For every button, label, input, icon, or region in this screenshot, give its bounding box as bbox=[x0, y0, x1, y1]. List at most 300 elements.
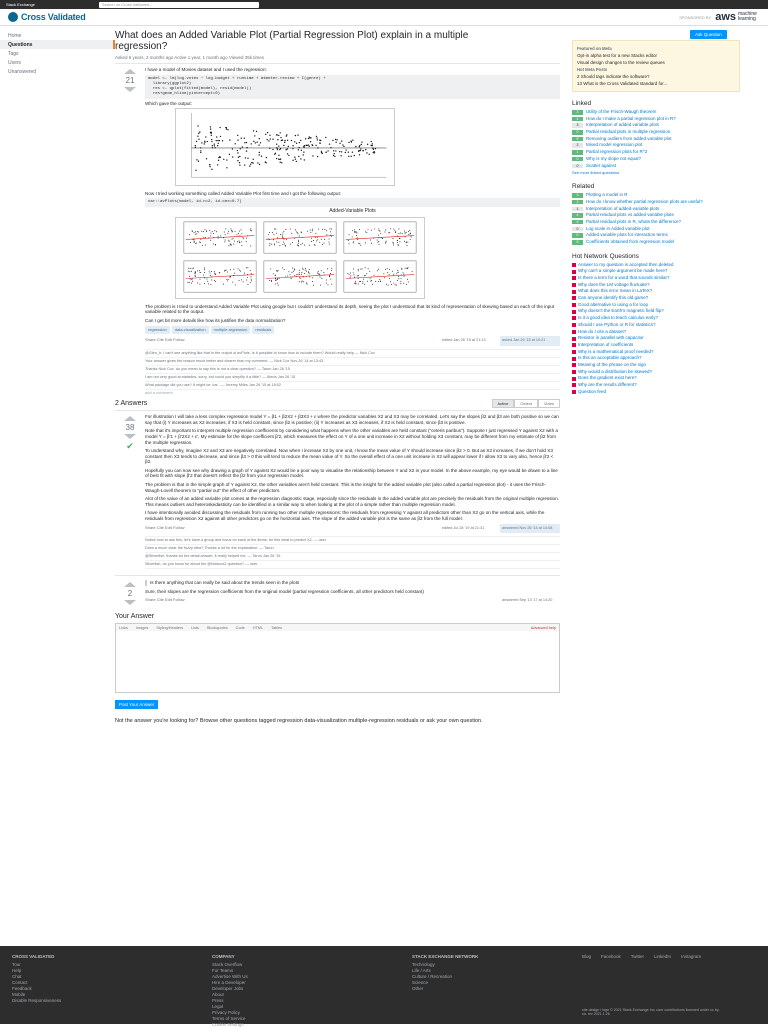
footer-link[interactable]: Science bbox=[412, 980, 429, 985]
answered-card[interactable]: answered Sep 13 '17 at 14:20 bbox=[502, 598, 553, 603]
residual-point bbox=[272, 139, 273, 140]
linked-more-link[interactable]: See more linked questions bbox=[572, 170, 620, 176]
comment: I am not very good at statistics, sorry, but could you simplify it a little? — Alexis Jan 26 '15 bbox=[145, 374, 560, 382]
avp-point bbox=[385, 229, 386, 230]
question-link[interactable]: Interpretation of added variable plots bbox=[586, 122, 660, 128]
avp-point bbox=[301, 281, 302, 282]
avp-point bbox=[309, 245, 310, 246]
comment: Does a much clear the fuzzy idea? Thanks a lot for the explanation. — Tarun bbox=[145, 545, 560, 553]
answer-editor[interactable] bbox=[115, 623, 560, 693]
avp-point bbox=[396, 285, 397, 286]
residual-point bbox=[350, 141, 351, 142]
avp-point bbox=[358, 243, 359, 244]
residual-point bbox=[280, 137, 281, 138]
tab-votes[interactable]: Votes bbox=[538, 399, 560, 408]
avp-point bbox=[354, 277, 355, 278]
footer-link[interactable]: Hire a Developer bbox=[212, 980, 246, 985]
avp-point bbox=[349, 274, 350, 275]
add-comment-link[interactable]: add a comment bbox=[145, 389, 173, 395]
site-icon bbox=[572, 283, 576, 287]
residual-point bbox=[294, 141, 295, 142]
avp-point bbox=[378, 228, 379, 229]
post-answer-button[interactable]: Post Your Answer bbox=[115, 700, 158, 709]
hot-question[interactable] bbox=[572, 303, 740, 307]
upvote-icon[interactable] bbox=[124, 582, 136, 587]
edited-card[interactable]: edited Jan 26 '15 at 21:13 bbox=[442, 337, 486, 342]
residual-point bbox=[246, 151, 247, 152]
avp-point bbox=[321, 239, 322, 240]
hot-question[interactable] bbox=[572, 343, 740, 347]
hot-question-link[interactable]: Can anyone identify this old game? bbox=[578, 295, 649, 301]
question-link[interactable]: Log scale in Added variable plot bbox=[586, 225, 650, 231]
avp-point bbox=[241, 279, 242, 280]
residual-point bbox=[358, 150, 359, 151]
hot-question-link[interactable]: Does the gradient exist here? bbox=[578, 375, 637, 381]
related-item[interactable] bbox=[572, 227, 740, 232]
residual-point bbox=[295, 135, 296, 136]
footer-link[interactable]: Disable Responsiveness bbox=[12, 998, 62, 1003]
avp-point bbox=[386, 284, 387, 285]
hot-question[interactable] bbox=[572, 289, 740, 293]
footer-link[interactable]: Terms of Service bbox=[212, 1016, 246, 1021]
residual-point bbox=[335, 142, 336, 143]
site-title[interactable]: Cross Validated bbox=[21, 12, 86, 22]
question-link[interactable]: Coefficients obtained from regression model bbox=[586, 239, 674, 244]
avp-point bbox=[407, 245, 408, 246]
hot-meta-item[interactable]: 2 Should tags indicate the software? bbox=[577, 74, 650, 79]
footer-link[interactable]: Privacy Policy bbox=[212, 1010, 241, 1015]
hot-question-link[interactable]: Why can't a simple argument be made here? bbox=[578, 268, 668, 274]
avp-point bbox=[399, 241, 400, 242]
avp-point bbox=[196, 233, 197, 234]
residual-point bbox=[195, 170, 196, 171]
residual-point bbox=[373, 149, 374, 150]
avp-point bbox=[300, 244, 301, 245]
avp-point bbox=[210, 235, 211, 236]
question-link[interactable]: Partial residual plots in multiple regression bbox=[586, 129, 671, 135]
related-item[interactable] bbox=[572, 207, 740, 212]
site-icon bbox=[572, 330, 576, 334]
avp-point bbox=[378, 281, 379, 282]
site-icon bbox=[572, 357, 576, 361]
residual-point bbox=[288, 155, 289, 156]
avp-point bbox=[366, 273, 367, 274]
hot-question-link[interactable]: What does this error mean in LaTeX? bbox=[578, 288, 653, 294]
residual-point bbox=[223, 159, 224, 160]
footer-social-links bbox=[582, 954, 722, 962]
tag-regression[interactable]: regression bbox=[145, 326, 170, 334]
avp-point bbox=[358, 269, 359, 270]
residual-point bbox=[245, 157, 246, 158]
site-icon bbox=[572, 263, 576, 267]
avp-point bbox=[197, 270, 198, 271]
avp-point bbox=[282, 237, 283, 238]
nav-users[interactable]: Users bbox=[8, 59, 22, 66]
question-link[interactable]: Partial residual plots vs added variable plots bbox=[586, 212, 674, 218]
upvote-icon[interactable] bbox=[124, 69, 136, 74]
avp-point bbox=[195, 231, 196, 232]
residual-point bbox=[217, 145, 218, 146]
avp-point bbox=[284, 243, 285, 244]
residual-point bbox=[294, 157, 295, 158]
nav-questions[interactable]: Questions bbox=[0, 40, 115, 49]
downvote-icon[interactable] bbox=[124, 600, 136, 605]
residual-point bbox=[292, 148, 293, 149]
linked-item[interactable] bbox=[572, 130, 740, 135]
hot-question[interactable] bbox=[572, 316, 740, 320]
avp-point bbox=[362, 281, 363, 282]
residual-point bbox=[197, 136, 198, 137]
residual-point bbox=[278, 146, 279, 147]
site-icon bbox=[572, 350, 576, 354]
avp-point bbox=[227, 272, 228, 273]
aws-logo[interactable]: aws bbox=[715, 11, 736, 23]
vote-badge: 0 bbox=[572, 233, 583, 238]
avp-point bbox=[404, 241, 405, 242]
hot-question[interactable] bbox=[572, 390, 740, 394]
asked-card[interactable]: asked Jan 26 '15 at 10:21 bbox=[500, 336, 560, 346]
hot-question-link[interactable]: Why is a mathematical proof needed? bbox=[578, 348, 654, 354]
question-link[interactable]: Partial residual plots in R, whats the difference? bbox=[586, 218, 681, 224]
hot-question-link[interactable]: Is this an acceptable approach? bbox=[578, 355, 642, 361]
tag-data-visualization[interactable]: data-visualization bbox=[172, 326, 209, 334]
comment: Notice how to ask this, let's have a group and focus on each of the items: for this what to predict X2. — user bbox=[145, 537, 560, 545]
avp-point bbox=[208, 283, 209, 284]
vote-badge: 3 bbox=[572, 110, 583, 115]
linked-item[interactable] bbox=[572, 123, 740, 128]
footer-link[interactable]: Life / Arts bbox=[412, 968, 431, 973]
avp-point bbox=[296, 231, 297, 232]
linked-item[interactable] bbox=[572, 164, 740, 169]
hot-question[interactable] bbox=[572, 269, 740, 273]
question-link[interactable]: Added variable plots for interaction terms bbox=[586, 232, 668, 238]
residual-point bbox=[303, 152, 304, 153]
residual-point bbox=[251, 162, 252, 163]
hot-question[interactable] bbox=[572, 370, 740, 374]
avp-point bbox=[410, 239, 411, 240]
linked-item[interactable] bbox=[572, 110, 740, 115]
footer-link[interactable]: Chat bbox=[12, 974, 22, 979]
footer-social-link[interactable]: Facebook bbox=[601, 954, 621, 959]
residual-point bbox=[371, 141, 372, 142]
footer-link[interactable]: Technology bbox=[412, 962, 435, 967]
avp-point bbox=[363, 279, 364, 280]
residual-point bbox=[286, 136, 287, 137]
linked-item[interactable] bbox=[572, 157, 740, 162]
question-link[interactable]: Utility of the Frisch-Waugh theorem bbox=[586, 109, 657, 114]
downvote-icon[interactable] bbox=[124, 434, 136, 439]
question-link[interactable]: Interpretation of added-variable plots bbox=[586, 205, 660, 211]
hot-question-link[interactable]: Why does the LM voltage fluctuate? bbox=[578, 281, 650, 287]
question-body bbox=[145, 67, 560, 395]
footer-link[interactable]: Tour bbox=[12, 962, 21, 967]
related-item[interactable] bbox=[572, 193, 740, 198]
avp-point bbox=[353, 242, 354, 243]
answer-actions[interactable]: Share Cite Edit Follow bbox=[145, 524, 185, 530]
avp-point bbox=[299, 235, 300, 236]
question-link[interactable]: How do I make a partial regression plot in R? bbox=[586, 115, 676, 121]
avp-point bbox=[277, 271, 278, 272]
footer-social-link[interactable]: LinkedIn bbox=[654, 954, 672, 959]
ask-question-button[interactable]: Ask Question bbox=[690, 30, 727, 39]
related-item[interactable] bbox=[572, 240, 740, 245]
avp-point bbox=[318, 271, 319, 272]
hot-question[interactable] bbox=[572, 363, 740, 367]
nav-unanswered[interactable]: Unanswered bbox=[8, 68, 37, 75]
avp-point bbox=[410, 233, 411, 234]
residual-point bbox=[348, 156, 349, 157]
nav-home[interactable]: Home bbox=[8, 32, 22, 39]
hot-question-link[interactable]: Meaning of the phrase on the sign bbox=[578, 362, 647, 368]
hot-question-link[interactable]: Resistor in parallel with capacitor bbox=[578, 335, 644, 341]
avp-point bbox=[203, 275, 204, 276]
avp-point bbox=[233, 238, 234, 239]
question-link[interactable]: Partial regression plots for R^2 bbox=[586, 149, 648, 155]
avp-point bbox=[232, 231, 233, 232]
avp-point bbox=[210, 284, 211, 285]
avp-point bbox=[379, 279, 380, 280]
residual-point bbox=[329, 144, 330, 145]
answer-actions[interactable]: Share Cite Edit Follow bbox=[145, 597, 185, 603]
question-problem: The problem is I tried to understand Added Variable Plot using google but I couldn't understand its depth, seeing the plot I understood that its kind of representation of skewing based on each of the input variable related to the output. bbox=[145, 303, 555, 315]
hot-question[interactable] bbox=[572, 309, 740, 313]
footer-link[interactable]: Feedback bbox=[12, 986, 32, 991]
hot-question-link[interactable]: Interpretation of coefficients bbox=[578, 341, 634, 347]
hot-question[interactable] bbox=[572, 376, 740, 380]
hot-question-link[interactable]: Why are the results different? bbox=[578, 382, 637, 388]
avp-point bbox=[187, 282, 188, 283]
avp-point bbox=[357, 233, 358, 234]
avp-point bbox=[247, 277, 248, 278]
avp-point bbox=[224, 241, 225, 242]
avp-point bbox=[211, 271, 212, 272]
footer-link[interactable]: Press bbox=[212, 998, 224, 1003]
footer-link[interactable]: Mobile bbox=[12, 992, 26, 997]
hot-question-link[interactable]: Should I use Python or R for statistics? bbox=[578, 321, 656, 327]
footer-link[interactable]: About bbox=[212, 992, 224, 997]
avp-point bbox=[408, 281, 409, 282]
avp-point bbox=[377, 270, 378, 271]
avp-point bbox=[269, 232, 270, 233]
hot-question[interactable] bbox=[572, 330, 740, 334]
footer-link[interactable]: Help bbox=[12, 968, 22, 973]
avp-point bbox=[297, 245, 298, 246]
hot-question[interactable] bbox=[572, 263, 740, 267]
linked-item[interactable] bbox=[572, 143, 740, 148]
featured-item[interactable]: Visual design changes to the review queues bbox=[577, 60, 665, 65]
cross-validated-logo-icon[interactable] bbox=[8, 12, 18, 22]
question-title[interactable]: What does an Added Variable Plot (Partial Regression Plot) explain in a multiple regression? bbox=[115, 30, 469, 52]
avp-point bbox=[290, 229, 291, 230]
hot-question[interactable] bbox=[572, 383, 740, 387]
hot-question[interactable] bbox=[572, 336, 740, 340]
question-link[interactable]: Mixed model regression plot bbox=[586, 142, 643, 148]
answered-card[interactable]: answered Nov 26 '14 at 14:08 bbox=[500, 524, 560, 534]
avp-point bbox=[241, 241, 242, 242]
avp-point bbox=[321, 278, 322, 279]
related-item[interactable] bbox=[572, 233, 740, 238]
residual-point bbox=[255, 142, 256, 143]
question-link[interactable]: Plotting a model in R bbox=[586, 192, 628, 198]
avp-point bbox=[300, 278, 301, 279]
downvote-icon[interactable] bbox=[124, 87, 136, 92]
footer-link[interactable]: Cookie Settings bbox=[212, 1022, 244, 1027]
avp-point bbox=[326, 280, 327, 281]
answer-vote-cell bbox=[115, 580, 145, 607]
avp-point bbox=[387, 268, 388, 269]
footer-link[interactable]: Contact bbox=[12, 980, 28, 985]
residual-point bbox=[303, 154, 304, 155]
avp-point bbox=[216, 231, 217, 232]
footer-link[interactable]: Legal bbox=[212, 1004, 224, 1009]
avp-point bbox=[353, 272, 354, 273]
related-item[interactable] bbox=[572, 213, 740, 218]
hot-question[interactable] bbox=[572, 276, 740, 280]
avp-point bbox=[277, 283, 278, 284]
hot-question-link[interactable]: Why doesn't the Earth's magnetic field flip? bbox=[578, 308, 664, 314]
toolbar-code[interactable]: Code bbox=[235, 625, 245, 630]
residual-point bbox=[211, 169, 212, 170]
site-icon bbox=[572, 310, 576, 314]
question-actions[interactable]: Share Cite Edit Follow bbox=[145, 336, 185, 342]
avp-point bbox=[278, 285, 279, 286]
hot-question[interactable] bbox=[572, 296, 740, 300]
toolbar-advanced-help[interactable]: Advanced help bbox=[530, 625, 556, 630]
residual-point bbox=[207, 141, 208, 142]
toolbar-tables[interactable]: Tables bbox=[271, 625, 283, 630]
residual-point bbox=[334, 156, 335, 157]
question-link[interactable]: How do I know whether partial regression plots are useful? bbox=[586, 198, 703, 204]
footer-social-link[interactable]: Instagram bbox=[681, 954, 702, 959]
footer-social-link[interactable]: Twitter bbox=[630, 954, 645, 959]
question-link[interactable]: Scatter against bbox=[586, 162, 617, 168]
residual-point bbox=[281, 140, 282, 141]
avp-point bbox=[188, 271, 189, 272]
avp-point bbox=[358, 270, 359, 271]
avp-point bbox=[269, 243, 270, 244]
related-item[interactable] bbox=[572, 200, 740, 205]
residual-point bbox=[206, 158, 207, 159]
hot-meta-item[interactable]: 13 What is the Cross Validated standard for... bbox=[577, 81, 668, 86]
avp-point bbox=[400, 233, 401, 234]
hot-question[interactable] bbox=[572, 283, 740, 287]
avp-point bbox=[395, 284, 396, 285]
featured-item[interactable]: Opt-in alpha test for a new Stacks editor bbox=[577, 53, 658, 58]
toolbar-blockquotes[interactable]: Blockquotes bbox=[206, 625, 228, 630]
footer-heading: CROSS VALIDATED bbox=[12, 954, 55, 959]
residual-point bbox=[198, 161, 199, 162]
search-input[interactable]: Search on Cross Validated... bbox=[99, 2, 259, 8]
avp-point bbox=[192, 281, 193, 282]
footer-link[interactable]: Advertise With Us bbox=[212, 974, 248, 979]
toolbar-html[interactable]: HTML bbox=[252, 625, 264, 630]
hot-question-link[interactable]: Is there a term for a word that sounds similar? bbox=[578, 274, 670, 280]
avp-point bbox=[360, 245, 361, 246]
residual-point bbox=[278, 159, 279, 160]
residual-point bbox=[352, 140, 353, 141]
edited-card[interactable]: edited Jul 28 '19 at 21:31 bbox=[442, 525, 485, 530]
avp-point bbox=[231, 245, 232, 246]
linked-item[interactable] bbox=[572, 137, 740, 142]
footer-link[interactable]: For Teams bbox=[212, 968, 234, 973]
footer-link[interactable]: Culture / Recreation bbox=[412, 974, 453, 979]
avp-point bbox=[393, 274, 394, 275]
nav-tags[interactable]: Tags bbox=[8, 50, 19, 57]
related-item[interactable] bbox=[572, 220, 740, 225]
residual-point bbox=[345, 152, 346, 153]
residual-point bbox=[209, 166, 210, 167]
avp-point bbox=[248, 284, 249, 285]
toolbar-styling[interactable]: Styling/Headers bbox=[156, 625, 184, 630]
avp-point bbox=[331, 268, 332, 269]
avp-point bbox=[294, 269, 295, 270]
hot-question-link[interactable]: Answer to my question is accepted then deleted bbox=[578, 261, 674, 267]
question-link[interactable]: Why is my slope not equal? bbox=[586, 155, 642, 161]
upvote-icon[interactable] bbox=[124, 416, 136, 421]
avp-point bbox=[202, 245, 203, 246]
avp-point bbox=[276, 241, 277, 242]
hot-question-link[interactable]: How do I cite a dataset? bbox=[578, 328, 627, 334]
hot-question[interactable] bbox=[572, 350, 740, 354]
footer-link[interactable]: Stack Overflow bbox=[212, 962, 243, 967]
avp-point bbox=[322, 244, 323, 245]
hot-question[interactable] bbox=[572, 323, 740, 327]
tab-active[interactable]: Active bbox=[492, 399, 515, 408]
residual-point bbox=[226, 129, 227, 130]
residual-point bbox=[303, 147, 304, 148]
residual-point bbox=[266, 157, 267, 158]
avp-point bbox=[206, 278, 207, 279]
hot-question-link[interactable]: Good alternative to using a for loop bbox=[578, 301, 649, 307]
tag-residuals[interactable]: residuals bbox=[252, 326, 274, 334]
residual-point bbox=[252, 163, 253, 164]
avp-point bbox=[209, 271, 210, 272]
residual-point bbox=[219, 156, 220, 157]
avp-point bbox=[398, 233, 399, 234]
footer-link[interactable]: Other bbox=[412, 986, 424, 991]
residual-point bbox=[239, 165, 240, 166]
linked-item[interactable] bbox=[572, 150, 740, 155]
footer-link[interactable]: Developer Jobs bbox=[212, 986, 244, 991]
toolbar-lists[interactable]: Lists bbox=[191, 625, 199, 630]
avp-point bbox=[203, 237, 204, 238]
stack-exchange-logo[interactable]: Stack Exchange bbox=[6, 2, 35, 7]
residual-point bbox=[276, 135, 277, 136]
footer-social-link[interactable]: Blog bbox=[582, 954, 592, 959]
hot-question-link[interactable]: Is it a good idea to teach calculus early? bbox=[578, 315, 659, 321]
hot-question-link[interactable]: Why would a distribution be skewed? bbox=[578, 368, 653, 374]
comment: What package did you use? It might be 'car'. — Jeremy Miles Jan 26 '15 at 18:02 bbox=[145, 382, 560, 390]
avp-point bbox=[380, 233, 381, 234]
avp-point bbox=[378, 269, 379, 270]
vote-badge: 1 bbox=[572, 150, 583, 155]
residual-point bbox=[269, 135, 270, 136]
linked-item[interactable] bbox=[572, 117, 740, 122]
toolbar-images[interactable]: Images bbox=[135, 625, 149, 630]
avp-point bbox=[220, 235, 221, 236]
tab-oldest[interactable]: Oldest bbox=[514, 399, 538, 408]
avp-point bbox=[312, 230, 313, 231]
avp-point bbox=[403, 272, 404, 273]
tag-multiple-regression[interactable]: multiple-regression bbox=[211, 326, 251, 334]
answer-quote: Is there anything that can really be said about the trends seen in the plots bbox=[145, 580, 560, 586]
hot-question[interactable] bbox=[572, 356, 740, 360]
avp-point bbox=[407, 268, 408, 269]
question-link[interactable]: Removing outliers from added variable plot bbox=[586, 135, 672, 141]
avp-point bbox=[228, 240, 229, 241]
hot-question-link[interactable]: Question feed bbox=[578, 388, 607, 394]
toolbar-links[interactable]: Links bbox=[119, 625, 128, 630]
